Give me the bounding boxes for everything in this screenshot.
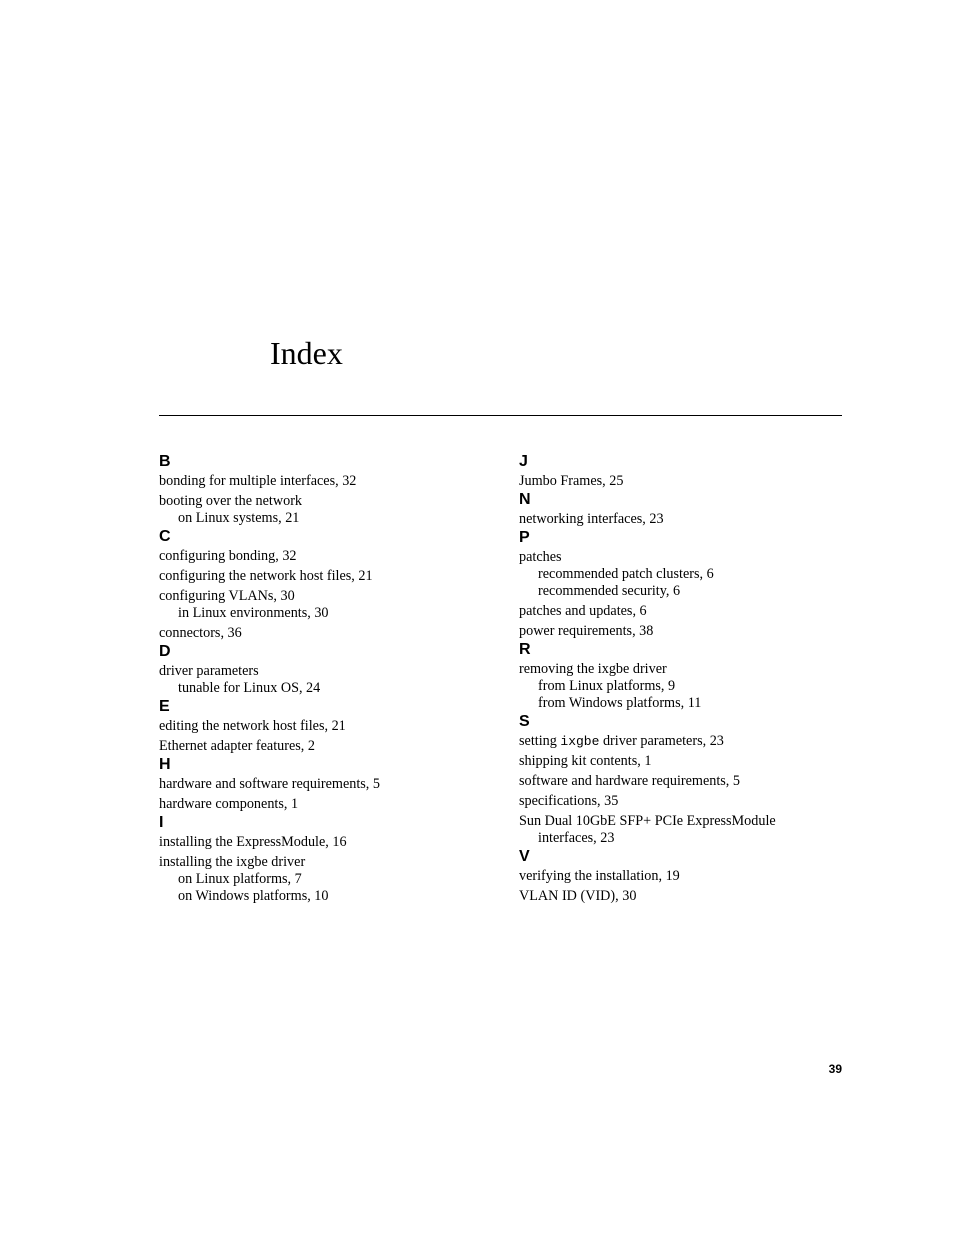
index-entry [159, 718, 489, 735]
page-title: Index [270, 335, 343, 371]
index-entry [519, 473, 849, 490]
index-entry-text: shipping kit contents, 1 [519, 753, 652, 769]
index-section [519, 452, 849, 490]
index-entry [519, 511, 849, 528]
index-column-left [159, 452, 489, 905]
index-entry-text: driver parameters [159, 663, 259, 679]
index-section [519, 490, 849, 528]
index-letter-heading: S [519, 713, 530, 730]
index-entry-text: Jumbo Frames, 25 [519, 473, 624, 489]
index-entry-text: configuring bonding, 32 [159, 548, 297, 564]
page-number: 39 [828, 1062, 842, 1076]
index-entry [159, 796, 489, 813]
index-entry-text: hardware and software requirements, 5 [159, 776, 380, 792]
index-entry-text: setting [519, 733, 561, 749]
index-entry [519, 793, 849, 810]
index-entry [519, 623, 849, 640]
index-entry-text: booting over the network [159, 493, 303, 509]
index-letter-heading: I [159, 814, 164, 831]
index-entry [159, 493, 489, 510]
index-entry-text: connectors, 36 [159, 625, 242, 641]
index-letter-heading: C [159, 528, 171, 545]
index-subentry: on Linux systems, 21 [178, 510, 300, 526]
index-letter-heading: E [159, 698, 170, 715]
index-section [159, 813, 489, 905]
index-entry-text: installing the ExpressModule, 16 [159, 834, 347, 850]
index-entry [519, 773, 849, 790]
index-section [159, 697, 489, 755]
index-entry [519, 733, 849, 750]
index-entry-text: software and hardware requirements, 5 [519, 773, 740, 789]
index-entry [519, 813, 849, 830]
index-entry [159, 663, 489, 680]
index-subentry: from Windows platforms, 11 [538, 695, 702, 711]
index-letter-heading: V [519, 848, 530, 865]
index-entry [519, 549, 849, 566]
index-entry-text: removing the ixgbe driver [519, 661, 667, 677]
index-subentry: recommended security, 6 [538, 583, 681, 599]
index-subentry: tunable for Linux OS, 24 [178, 680, 321, 696]
index-entry [519, 888, 849, 905]
index-letter-heading: N [519, 491, 531, 508]
index-entry-text: Ethernet adapter features, 2 [159, 738, 315, 754]
index-subentry: on Linux platforms, 7 [178, 871, 302, 887]
index-section [159, 755, 489, 813]
index-entry [519, 753, 849, 770]
index-entry [159, 588, 489, 605]
index-entry [159, 834, 489, 851]
index-subentry: from Linux platforms, 9 [538, 678, 676, 694]
index-subentry: on Windows platforms, 10 [178, 888, 329, 904]
index-letter-heading: P [519, 529, 530, 546]
index-entry-text: networking interfaces, 23 [519, 511, 664, 527]
index-section [159, 452, 489, 527]
index-entry-text: VLAN ID (VID), 30 [519, 888, 637, 904]
index-entry [159, 548, 489, 565]
index-entry-text: patches and updates, 6 [519, 603, 647, 619]
index-entry-text: patches [519, 549, 562, 565]
index-subentry: interfaces, 23 [538, 830, 615, 846]
index-letter-heading: D [159, 643, 171, 660]
index-letter-heading: B [159, 453, 171, 470]
index-entry-text: driver parameters, 23 [599, 733, 724, 749]
index-subentry: in Linux environments, 30 [178, 605, 329, 621]
index-entry [519, 868, 849, 885]
index-section [519, 528, 849, 640]
index-section [159, 527, 489, 642]
index-column-right [519, 452, 849, 905]
index-entry [519, 603, 849, 620]
index-entry-code: ixgbe [560, 734, 600, 749]
index-section [519, 847, 849, 905]
index-entry [519, 661, 849, 678]
index-entry-text: power requirements, 38 [519, 623, 654, 639]
index-entry [159, 854, 489, 871]
index-entry-text: specifications, 35 [519, 793, 619, 809]
index-entry [159, 738, 489, 755]
index-section [519, 712, 849, 847]
index-entry-text: bonding for multiple interfaces, 32 [159, 473, 357, 489]
index-letter-heading: R [519, 641, 531, 658]
index-section [519, 640, 849, 712]
index-entry-text: configuring the network host files, 21 [159, 568, 373, 584]
index-subentry: recommended patch clusters, 6 [538, 566, 714, 582]
index-entry-text: installing the ixgbe driver [159, 854, 306, 870]
index-entry [159, 473, 489, 490]
index-section [159, 642, 489, 697]
index-letter-heading: J [519, 453, 528, 470]
index-entry-text: editing the network host files, 21 [159, 718, 346, 734]
index-entry [159, 568, 489, 585]
index-entry-text: verifying the installation, 19 [519, 868, 680, 884]
title-divider [159, 415, 842, 416]
index-letter-heading: H [159, 756, 171, 773]
index-entry-text: Sun Dual 10GbE SFP+ PCIe ExpressModule [519, 813, 776, 829]
index-entry [159, 625, 489, 642]
index-entry [159, 776, 489, 793]
index-entry-text: configuring VLANs, 30 [159, 588, 295, 604]
index-entry-text: hardware components, 1 [159, 796, 299, 812]
